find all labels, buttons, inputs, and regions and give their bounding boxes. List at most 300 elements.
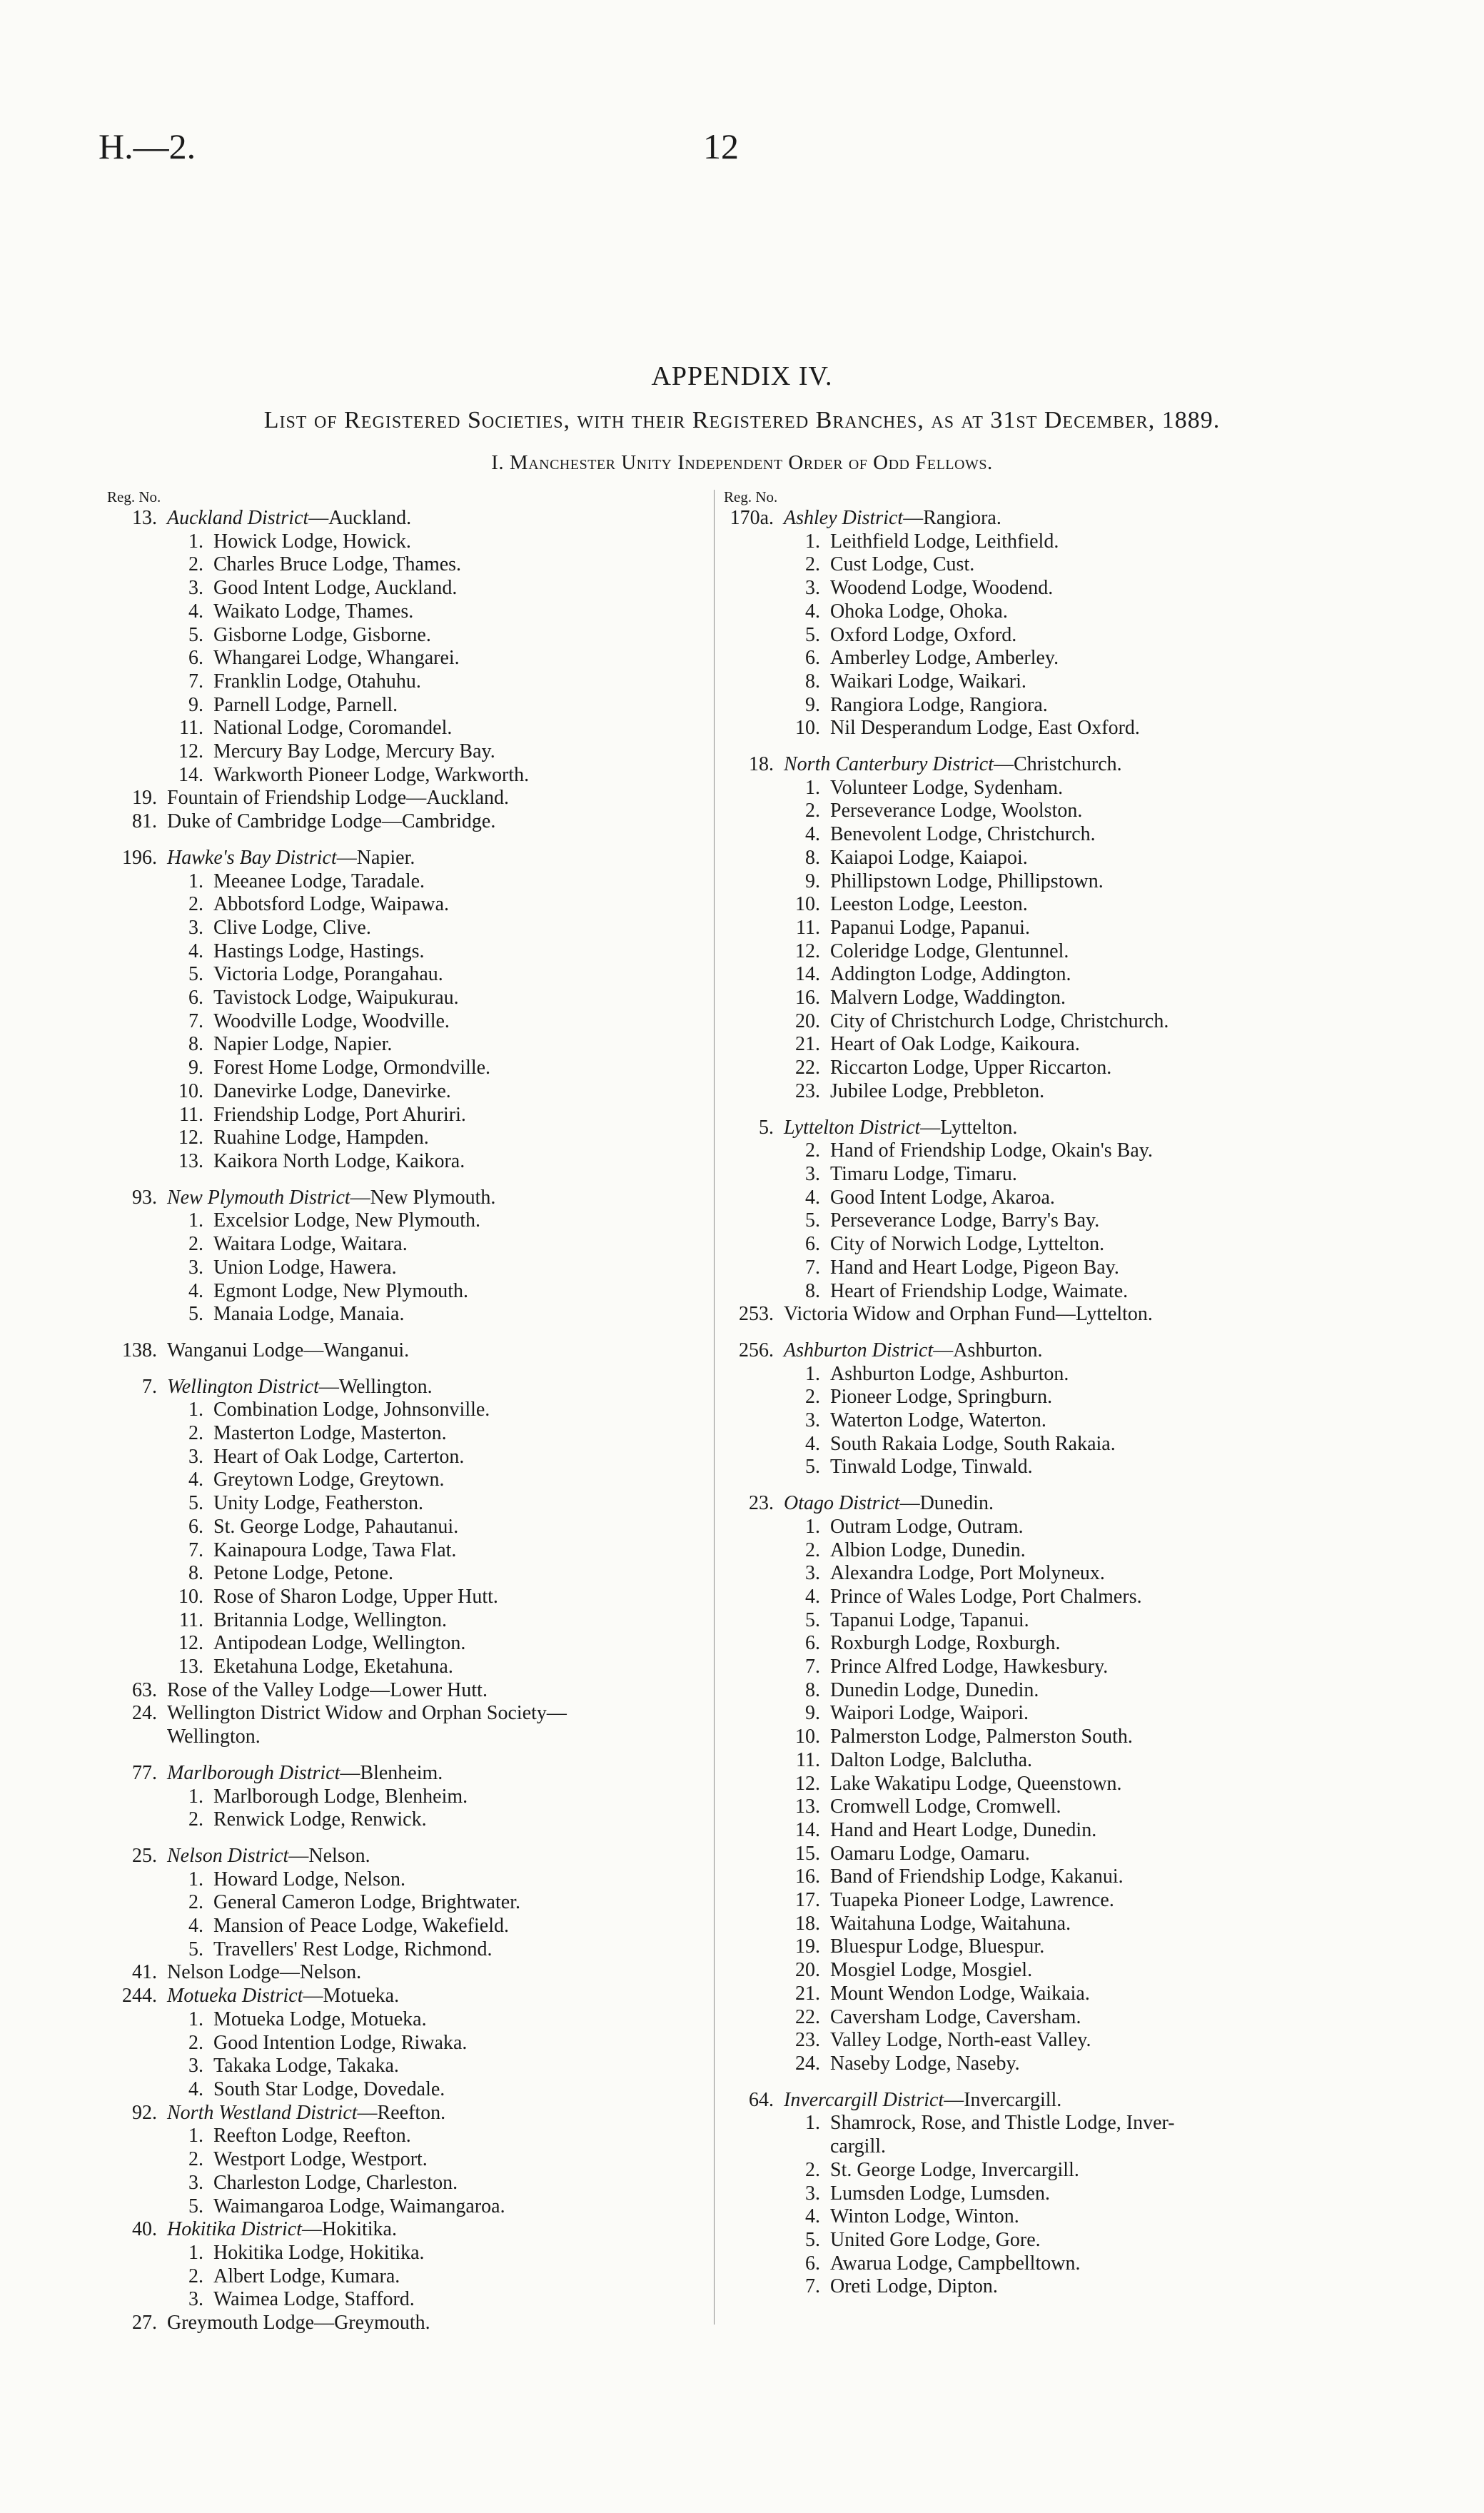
lodge-item — [724, 847, 1438, 870]
district-heading — [784, 507, 1001, 530]
lodge-item — [107, 1033, 714, 1057]
lodge-number: 17. — [795, 1889, 820, 1912]
lodge-item — [724, 1409, 1438, 1433]
lodge-number: 12. — [178, 1632, 203, 1655]
society-entry — [724, 1303, 1438, 1326]
lodge-name: Nil Desperandum Lodge, East Oxford. — [830, 717, 1140, 740]
lodge-name: Manaia Lodge, Manaia. — [213, 1303, 405, 1326]
lodge-number: 5. — [188, 2195, 203, 2217]
list-title: List of Registered Societies, with their Registered Branches, as at 31st December, 1889. — [263, 407, 1221, 433]
reg-number: 64. — [749, 2088, 774, 2111]
reg-number: 27. — [132, 2312, 157, 2335]
spacer — [107, 1326, 714, 1339]
lodge-item — [724, 1586, 1438, 1609]
lodge-number: 7. — [805, 1256, 820, 1279]
spacer — [107, 1749, 714, 1762]
lodge-name: Eketahuna Lodge, Eketahuna. — [213, 1656, 453, 1678]
lodge-item — [107, 1256, 714, 1280]
lodge-number: 3. — [188, 577, 203, 600]
district-entry — [107, 847, 714, 870]
lodge-number: 1. — [188, 2125, 203, 2147]
entry-text: Victoria Widow and Orphan Fund—Lyttelton. — [784, 1303, 1153, 1326]
lodge-name: Travellers' Rest Lodge, Richmond. — [213, 1938, 493, 1960]
lodge-number: 3. — [805, 1409, 820, 1432]
lodge-number: 1. — [188, 870, 203, 892]
lodge-item — [107, 740, 714, 764]
lodge-number: 21. — [795, 1982, 820, 2005]
spacer — [107, 1363, 714, 1376]
lodge-name: Palmerston Lodge, Palmerston South. — [830, 1726, 1133, 1748]
lodge-number: 6. — [188, 1515, 203, 1538]
lodge-item — [107, 647, 714, 670]
lodge-item — [724, 670, 1438, 694]
lodge-item — [724, 1843, 1438, 1866]
lodge-number: 22. — [795, 1057, 820, 1079]
lodge-name: Friendship Lodge, Port Ahuriri. — [213, 1103, 466, 1126]
lodge-item — [724, 987, 1438, 1010]
entry-text: Rose of the Valley Lodge—Lower Hutt. — [167, 1678, 488, 1701]
lodge-item — [724, 1726, 1438, 1749]
lodge-number: 1. — [805, 1515, 820, 1538]
lodge-name: Alexandra Lodge, Port Molyneux. — [830, 1562, 1105, 1585]
lodge-item — [107, 1010, 714, 1034]
lodge-name: Ashburton Lodge, Ashburton. — [830, 1362, 1069, 1385]
lodge-number: 3. — [188, 1256, 203, 1279]
lodge-name: Hand and Heart Lodge, Pigeon Bay. — [830, 1256, 1119, 1279]
reg-number: 7. — [142, 1375, 157, 1398]
district-entry — [107, 2102, 714, 2125]
lodge-number: 20. — [795, 1009, 820, 1032]
district-heading — [167, 1845, 370, 1868]
lodge-item — [107, 1808, 714, 1832]
lodge-number: 9. — [805, 693, 820, 716]
lodge-number: 11. — [179, 1608, 203, 1631]
lodge-item — [107, 530, 714, 554]
lodge-number: 5. — [188, 623, 203, 646]
lodge-number: 1. — [188, 1209, 203, 1232]
lodge-item — [107, 870, 714, 894]
district-town: —Nelson. — [288, 1844, 370, 1867]
lodge-name: Perseverance Lodge, Woolston. — [830, 800, 1083, 822]
district-name: Nelson District — [167, 1844, 289, 1867]
document-code: H.—2. — [99, 126, 196, 166]
lodge-item — [107, 1539, 714, 1563]
lodge-number: 4. — [188, 600, 203, 623]
lodge-name: Meeanee Lodge, Taradale. — [213, 870, 425, 892]
lodge-item — [724, 1702, 1438, 1726]
district-name: Hokitika District — [167, 2218, 302, 2241]
lodge-item — [107, 1209, 714, 1233]
lodge-number: 6. — [805, 2252, 820, 2275]
lodge-name: Waimangaroa Lodge, Waimangaroa. — [213, 2195, 505, 2217]
lodge-number: 22. — [795, 2005, 820, 2028]
lodge-number: 4. — [188, 1279, 203, 1302]
lodge-name: Shamrock, Rose, and Thistle Lodge, Inver- — [830, 2112, 1175, 2135]
lodge-number: 13. — [795, 1796, 820, 1818]
lodge-item — [724, 1456, 1438, 1479]
reg-number: 24. — [132, 1702, 157, 1725]
lodge-name: Hokitika Lodge, Hokitika. — [213, 2241, 425, 2264]
lodge-item — [724, 1632, 1438, 1656]
lodge-item — [724, 1562, 1438, 1586]
lodge-name: Rose of Sharon Lodge, Upper Hutt. — [213, 1585, 498, 1608]
lodge-number: 5. — [805, 1209, 820, 1232]
lodge-name: Greytown Lodge, Greytown. — [213, 1469, 445, 1491]
lodge-item — [107, 764, 714, 787]
lodge-number: 23. — [795, 1079, 820, 1102]
lodge-name: Antipodean Lodge, Wellington. — [213, 1632, 466, 1655]
lodge-item — [724, 1679, 1438, 1703]
lodge-name: Good Intent Lodge, Auckland. — [213, 577, 458, 600]
lodge-item — [107, 963, 714, 987]
lodge-item — [107, 1915, 714, 1938]
right-column-entries — [724, 507, 1438, 2299]
reg-number: 19. — [132, 787, 157, 810]
spacer — [724, 2076, 1438, 2089]
lodge-name: Benevolent Lodge, Christchurch. — [830, 823, 1096, 846]
lodge-number: 11. — [796, 1748, 820, 1771]
lodge-name: Oxford Lodge, Oxford. — [830, 623, 1017, 646]
lodge-number: 12. — [795, 1772, 820, 1795]
lodge-name: St. George Lodge, Pahautanui. — [213, 1515, 459, 1538]
lodge-item — [107, 1586, 714, 1609]
lodge-item — [724, 1796, 1438, 1819]
lodge-number: 6. — [188, 647, 203, 670]
lodge-name: Addington Lodge, Addington. — [830, 963, 1071, 986]
reg-number: 18. — [749, 753, 774, 776]
district-town: —Hokitika. — [301, 2218, 397, 2241]
lodge-item — [107, 2265, 714, 2289]
lodge-item — [107, 1057, 714, 1080]
lodge-name: United Gore Lodge, Gore. — [830, 2228, 1041, 2251]
society-entry — [107, 787, 714, 810]
lodge-name: Howick Lodge, Howick. — [213, 530, 411, 553]
lodge-item — [107, 2078, 714, 2102]
lodge-number: 3. — [805, 577, 820, 600]
lodge-number: 3. — [805, 2182, 820, 2205]
district-heading — [167, 1985, 399, 2008]
lodge-name: Warkworth Pioneer Lodge, Warkworth. — [213, 763, 530, 786]
lodge-item — [107, 2008, 714, 2032]
lodge-item — [107, 1150, 714, 1174]
lodge-item — [724, 1609, 1438, 1633]
reg-number: 40. — [132, 2218, 157, 2241]
lodge-item — [724, 1163, 1438, 1187]
lodge-number: 7. — [805, 2275, 820, 2298]
lodge-item — [107, 1891, 714, 1915]
district-town: —Dunedin. — [899, 1492, 994, 1515]
reg-number: 63. — [132, 1678, 157, 1701]
district-entry — [724, 507, 1438, 530]
lodge-number: 12. — [178, 1127, 203, 1149]
lodge-number: 11. — [179, 717, 203, 740]
column-divider — [714, 490, 715, 2325]
district-heading — [167, 2218, 397, 2242]
lodge-number: 5. — [188, 1303, 203, 1326]
district-name: Invercargill District — [784, 2088, 944, 2111]
district-name: Ashburton District — [784, 1339, 934, 1361]
lodge-number: 6. — [805, 1632, 820, 1655]
lodge-name: Mercury Bay Lodge, Mercury Bay. — [213, 740, 495, 763]
lodge-name: Ruahine Lodge, Hampden. — [213, 1127, 429, 1149]
lodge-item — [107, 940, 714, 964]
district-town: —Lyttelton. — [920, 1116, 1018, 1139]
lodge-name: Reefton Lodge, Reefton. — [213, 2125, 411, 2147]
lodge-number: 5. — [805, 1456, 820, 1479]
lodge-name: Awarua Lodge, Campbelltown. — [830, 2252, 1081, 2275]
lodge-number: 5. — [188, 1938, 203, 1960]
lodge-name: Hastings Lodge, Hastings. — [213, 940, 425, 962]
lodge-number: 4. — [805, 1432, 820, 1455]
district-town: —Ashburton. — [933, 1339, 1043, 1361]
district-heading — [784, 753, 1122, 777]
lodge-number: 1. — [805, 1362, 820, 1385]
lodge-number: 8. — [805, 1678, 820, 1701]
district-entry — [107, 1762, 714, 1786]
lodge-name: Excelsior Lodge, New Plymouth. — [213, 1209, 481, 1232]
lodge-number: 14. — [178, 763, 203, 786]
lodge-number: 2. — [805, 1538, 820, 1561]
district-heading — [167, 1762, 443, 1786]
lodge-number: 10. — [795, 1726, 820, 1748]
lodge-name: Unity Lodge, Featherston. — [213, 1492, 423, 1515]
lodge-number: 2. — [188, 2148, 203, 2171]
lodge-number: 3. — [805, 1562, 820, 1585]
lodge-number: 4. — [805, 1585, 820, 1608]
district-entry — [724, 753, 1438, 777]
lodge-item — [724, 600, 1438, 624]
lodge-number: 3. — [188, 2171, 203, 2194]
lodge-number: 6. — [188, 987, 203, 1009]
society-entry — [107, 1679, 714, 1703]
lodge-item — [724, 2205, 1438, 2229]
lodge-item — [107, 1786, 714, 1809]
lodge-number: 12. — [795, 940, 820, 962]
lodge-item — [107, 2125, 714, 2148]
right-column — [724, 490, 1438, 2299]
lodge-item — [724, 624, 1438, 648]
lodge-name: City of Norwich Lodge, Lyttelton. — [830, 1233, 1105, 1256]
lodge-number: 4. — [805, 600, 820, 623]
spacer — [724, 1479, 1438, 1492]
lodge-item — [107, 917, 714, 940]
lodge-item — [724, 717, 1438, 740]
lodge-number: 4. — [188, 1469, 203, 1491]
lodge-name: Waikato Lodge, Thames. — [213, 600, 414, 623]
lodge-number: 18. — [795, 1912, 820, 1935]
lodge-number: 2. — [188, 1422, 203, 1445]
lodge-name: Tinwald Lodge, Tinwald. — [830, 1456, 1033, 1479]
lodge-number: 15. — [795, 1842, 820, 1865]
lodge-name: Heart of Friendship Lodge, Waimate. — [830, 1279, 1129, 1302]
lodge-name: Mount Wendon Lodge, Waikaia. — [830, 1982, 1090, 2005]
lodge-item — [107, 2148, 714, 2172]
lodge-name: Victoria Lodge, Porangahau. — [213, 963, 443, 986]
lodge-name: Napier Lodge, Napier. — [213, 1033, 393, 1056]
lodge-name: Renwick Lodge, Renwick. — [213, 1808, 427, 1831]
lodge-item — [107, 2032, 714, 2055]
lodge-item — [724, 1773, 1438, 1796]
reg-number: 138. — [122, 1339, 157, 1361]
lodge-name: Outram Lodge, Outram. — [830, 1515, 1024, 1538]
lodge-item — [724, 647, 1438, 670]
lodge-number: 14. — [795, 1818, 820, 1841]
reg-number: 81. — [132, 810, 157, 833]
lodge-item — [724, 1280, 1438, 1304]
lodge-item — [724, 1913, 1438, 1936]
lodge-item — [724, 2006, 1438, 2030]
lodge-item — [724, 777, 1438, 800]
lodge-name: Heart of Oak Lodge, Kaikoura. — [830, 1033, 1080, 1056]
entry-text: Duke of Cambridge Lodge—Cambridge. — [167, 810, 496, 833]
reg-number: 41. — [132, 1961, 157, 1984]
district-heading — [167, 1187, 495, 1210]
lodge-name: Tapanui Lodge, Tapanui. — [830, 1608, 1029, 1631]
lodge-name: Heart of Oak Lodge, Carterton. — [213, 1445, 465, 1468]
lodge-item — [724, 1656, 1438, 1679]
lodge-name: National Lodge, Coromandel. — [213, 717, 453, 740]
lodge-number: 4. — [805, 823, 820, 846]
lodge-number: 2. — [805, 2158, 820, 2181]
lodge-number: 1. — [805, 2112, 820, 2135]
lodge-item — [107, 717, 714, 740]
lodge-name: Kaiapoi Lodge, Kaiapoi. — [830, 846, 1028, 869]
district-name: Ashley District — [784, 507, 904, 529]
lodge-number: 1. — [188, 1868, 203, 1890]
lodge-number: 1. — [188, 2008, 203, 2030]
lodge-item — [107, 1492, 714, 1516]
lodge-name: Waterton Lodge, Waterton. — [830, 1409, 1046, 1432]
lodge-name: Woodville Lodge, Woodville. — [213, 1009, 450, 1032]
lodge-number: 2. — [188, 2031, 203, 2054]
lodge-name: Rangiora Lodge, Rangiora. — [830, 693, 1048, 716]
lodge-name: Tuapeka Pioneer Lodge, Lawrence. — [830, 1889, 1114, 1912]
lodge-name: Clive Lodge, Clive. — [213, 916, 371, 939]
district-name: Auckland District — [167, 507, 309, 529]
lodge-name: Westport Lodge, Westport. — [213, 2148, 428, 2171]
lodge-item — [724, 2229, 1438, 2252]
lodge-item — [724, 2159, 1438, 2182]
society-entry — [107, 1961, 714, 1985]
lodge-item — [724, 1959, 1438, 1983]
lodge-item — [724, 2252, 1438, 2276]
spacer — [107, 1174, 714, 1187]
district-town: —Christchurch. — [994, 753, 1122, 776]
lodge-item — [724, 1516, 1438, 1539]
lodge-number: 2. — [188, 1808, 203, 1831]
district-entry — [107, 1187, 714, 1210]
lodge-item — [724, 553, 1438, 577]
lodge-name: St. George Lodge, Invercargill. — [830, 2158, 1079, 2181]
district-name: Otago District — [784, 1492, 900, 1515]
district-town: —Reefton. — [357, 2101, 446, 2124]
district-entry — [724, 1492, 1438, 1516]
lodge-number: 11. — [179, 1103, 203, 1126]
lodge-name: Mansion of Peace Lodge, Wakefield. — [213, 1915, 509, 1938]
lodge-item — [724, 1889, 1438, 1913]
lodge-item — [107, 2288, 714, 2312]
lodge-number: 7. — [188, 1009, 203, 1032]
lodge-number: 10. — [178, 1585, 203, 1608]
district-name: Hawke's Bay District — [167, 846, 337, 869]
lodge-number: 4. — [805, 1186, 820, 1209]
lodge-item — [724, 1139, 1438, 1163]
lodge-name: Riccarton Lodge, Upper Riccarton. — [830, 1057, 1112, 1079]
entry-text: Fountain of Friendship Lodge—Auckland. — [167, 787, 510, 810]
lodge-item — [724, 577, 1438, 600]
lodge-number: 10. — [795, 893, 820, 916]
lodge-item — [107, 893, 714, 917]
lodge-number: 1. — [188, 1399, 203, 1421]
lodge-name: Albion Lodge, Dunedin. — [830, 1538, 1026, 1561]
lodge-name: Winton Lodge, Winton. — [830, 2205, 1019, 2228]
district-name: Wellington District — [167, 1375, 319, 1398]
entry-text: Wellington District Widow and Orphan Society— — [167, 1702, 567, 1725]
reg-number: 23. — [749, 1492, 774, 1515]
entry-continuation: Wellington. — [167, 1726, 261, 1748]
lodge-number: 2. — [188, 1891, 203, 1914]
lodge-name: Pioneer Lodge, Springburn. — [830, 1386, 1053, 1409]
lodge-number: 1. — [188, 1785, 203, 1808]
lodge-item — [107, 1422, 714, 1446]
lodge-item — [724, 800, 1438, 823]
lodge-item — [107, 600, 714, 624]
district-town: —Rangiora. — [903, 507, 1001, 529]
lodge-name: Amberley Lodge, Amberley. — [830, 647, 1059, 670]
lodge-number: 3. — [805, 1162, 820, 1185]
society-entry — [107, 1339, 714, 1363]
lodge-number: 5. — [805, 1608, 820, 1631]
lodge-number: 12. — [178, 740, 203, 763]
left-column-entries — [107, 507, 714, 2335]
district-town: —New Plymouth. — [350, 1186, 496, 1209]
reg-number: 77. — [132, 1761, 157, 1784]
lodge-item — [724, 1363, 1438, 1386]
lodge-name: Malvern Lodge, Waddington. — [830, 987, 1066, 1009]
reg-number: 196. — [122, 846, 157, 869]
lodge-name: Albert Lodge, Kumara. — [213, 2265, 400, 2287]
lodge-name: Ohoka Lodge, Ohoka. — [830, 600, 1008, 623]
district-heading — [167, 1376, 433, 1399]
section-title: I. Manchester Unity Independent Order of Odd Fellows. — [491, 451, 993, 474]
lodge-item — [107, 1080, 714, 1104]
lodge-name: Prince Alfred Lodge, Hawkesbury. — [830, 1656, 1109, 1678]
lodge-item — [724, 1433, 1438, 1456]
society-entry — [107, 1702, 714, 1726]
lodge-item — [724, 1386, 1438, 1409]
lodge-name: Papanui Lodge, Papanui. — [830, 916, 1030, 939]
lodge-name: South Star Lodge, Dovedale. — [213, 2078, 445, 2100]
lodge-item — [107, 624, 714, 648]
entry-text: Wanganui Lodge—Wanganui. — [167, 1339, 410, 1361]
lodge-number: 6. — [805, 647, 820, 670]
lodge-name: Hand of Friendship Lodge, Okain's Bay. — [830, 1139, 1153, 1162]
lodge-name: Danevirke Lodge, Danevirke. — [213, 1079, 451, 1102]
lodge-item — [107, 2195, 714, 2219]
district-heading — [784, 2089, 1061, 2112]
lodge-number: 16. — [795, 1865, 820, 1888]
reg-number: 93. — [132, 1186, 157, 1209]
district-town: —Blenheim. — [340, 1761, 443, 1784]
lodge-name: Valley Lodge, North-east Valley. — [830, 2029, 1091, 2052]
lodge-name: Charleston Lodge, Charleston. — [213, 2171, 458, 2194]
district-town: —Invercargill. — [944, 2088, 1062, 2111]
district-heading — [167, 2102, 445, 2125]
lodge-number: 5. — [805, 623, 820, 646]
lodge-name: Masterton Lodge, Masterton. — [213, 1422, 447, 1445]
lodge-name: Waikari Lodge, Waikari. — [830, 670, 1026, 693]
lodge-name: Combination Lodge, Johnsonville. — [213, 1399, 490, 1421]
